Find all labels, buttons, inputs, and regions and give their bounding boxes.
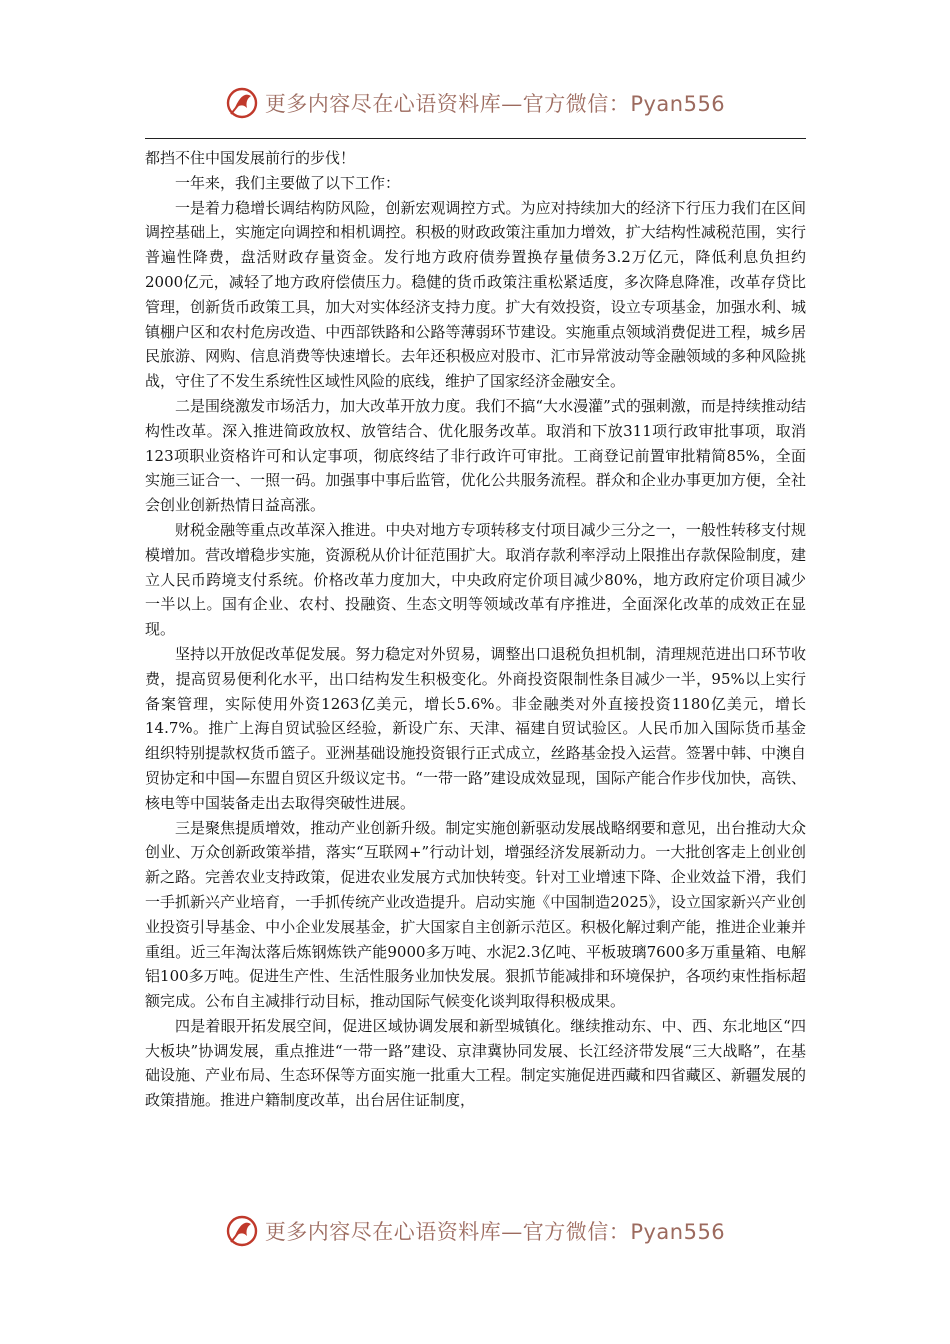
paragraph: 坚持以开放促改革促发展。努力稳定对外贸易，调整出口退税负担机制，清理规范进出口环节收费，提高贸易便利化水平，出口结构发生积极变化。外商投资限制性条目减少一半，95%以上实行备案管理，实际使用外资1263亿美元，增长5.6%。非金融类对外直接投资1180亿美元，增长14.7%。推广上海自贸试验区经验，新设广东、天津、福建自贸试验区。人民币加入国际货币基金组织特别提款权货币篮子。亚洲基础设施投资银行正式成立，丝路基金投入运营。签署中韩、中澳自贸协定和中国—东盟自贸区升级议定书。“一带一路”建设成效显现，国际产能合作步伐加快，高铁、核电等中国装备走出去取得突破性进展。 (145, 644, 806, 812)
header-watermark-banner (0, 83, 950, 123)
paragraph: 四是着眼开拓发展空间，促进区域协调发展和新型城镇化。继续推动东、中、西、东北地区“四大板块”协调发展，重点推进“一带一路”建设、京津冀协同发展、长江经济带发展“三大战略”，在基础设施、产业布局、生态环保等方面实施一批重大工程。制定实施促进西藏和四省藏区、新疆发展的政策措施。推进户籍制度改革，出台居住证制度， (145, 1016, 806, 1110)
header-divider (145, 138, 806, 139)
paragraph: 二是围绕激发市场活力，加大改革开放力度。我们不搞“大水漫灌”式的强刺激，而是持续推动结构性改革。深入推进简政放权、放管结合、优化服务改革。取消和下放311项行政审批事项，取消123项职业资格许可和认定事项，彻底终结了非行政许可审批。工商登记前置审批精简85%，全面实施三证合一、一照一码。加强事中事后监管，优化公共服务流程。群众和企业办事更加方便，全社会创业创新热情日益高涨。 (145, 396, 806, 515)
banner-text: 更多内容尽在心语资料库—官方微信：Pyan556 (264, 92, 726, 116)
paragraph: 一是着力稳增长调结构防风险，创新宏观调控方式。为应对持续加大的经济下行压力我们在区间调控基础上，实施定向调控和相机调控。积极的财政政策注重加力增效，扩大结构性减税范围，实行普遍性降费，盘活财政存量资金。发行地方政府债券置换存量债务3.2万亿元，降低利息负担约2000亿元，减轻了地方政府偿债压力。稳健的货币政策注重松紧适度，多次降息降准，改革存贷比管理，创新货币政策工具，加大对实体经济支持力度。扩大有效投资，设立专项基金，加强水利、城镇棚户区和农村危房改造、中西部铁路和公路等薄弱环节建设。实施重点领域消费促进工程，城乡居民旅游、网购、信息消费等快速增长。去年还积极应对股市、汇市异常波动等金融领域的多种风险挑战，守住了不发生系统性区域性风险的底线，维护了国家经济金融安全。 (145, 198, 806, 391)
lotus-logo-icon (225, 1214, 259, 1248)
paragraph: 都挡不住中国发展前行的步伐！ (145, 149, 356, 167)
paragraph: 三是聚焦提质增效，推动产业创新升级。制定实施创新驱动发展战略纲要和意见，出台推动大众创业、万众创新政策举措，落实“互联网+”行动计划，增强经济发展新动力。一大批创客走上创业创新之路。完善农业支持政策，促进农业发展方式加快转变。针对工业增速下降、企业效益下滑，我们一手抓新兴产业培育，一手抓传统产业改造提升。启动实施《中国制造2025》，设立国家新兴产业创业投资引导基金、中小企业发展基金，扩大国家自主创新示范区。积极化解过剩产能，推进企业兼并重组。近三年淘汰落后炼钢炼铁产能9000多万吨、水泥2.3亿吨、平板玻璃7600多万重量箱、电解铝100多万吨。促进生产性、生活性服务业加快发展。狠抓节能减排和环境保护，各项约束性指标超额完成。公布自主减排行动目标，推动国际气候变化谈判取得积极成果。 (145, 818, 806, 1011)
lotus-logo-icon (225, 86, 259, 120)
paragraph: 一年来，我们主要做了以下工作： (175, 173, 401, 192)
document-body (145, 146, 806, 1113)
banner-text: 更多内容尽在心语资料库—官方微信：Pyan556 (264, 1220, 726, 1244)
paragraph: 财税金融等重点改革深入推进。中央对地方专项转移支付项目减少三分之一，一般性转移支付规模增加。营改增稳步实施，资源税从价计征范围扩大。取消存款利率浮动上限推出存款保险制度，建立人民币跨境支付系统。价格改革力度加大，中央政府定价项目减少80%，地方政府定价项目减少一半以上。国有企业、农村、投融资、生态文明等领域改革有序推进，全面深化改革的成效正在显现。 (145, 520, 806, 639)
footer-watermark-banner (0, 1211, 950, 1251)
